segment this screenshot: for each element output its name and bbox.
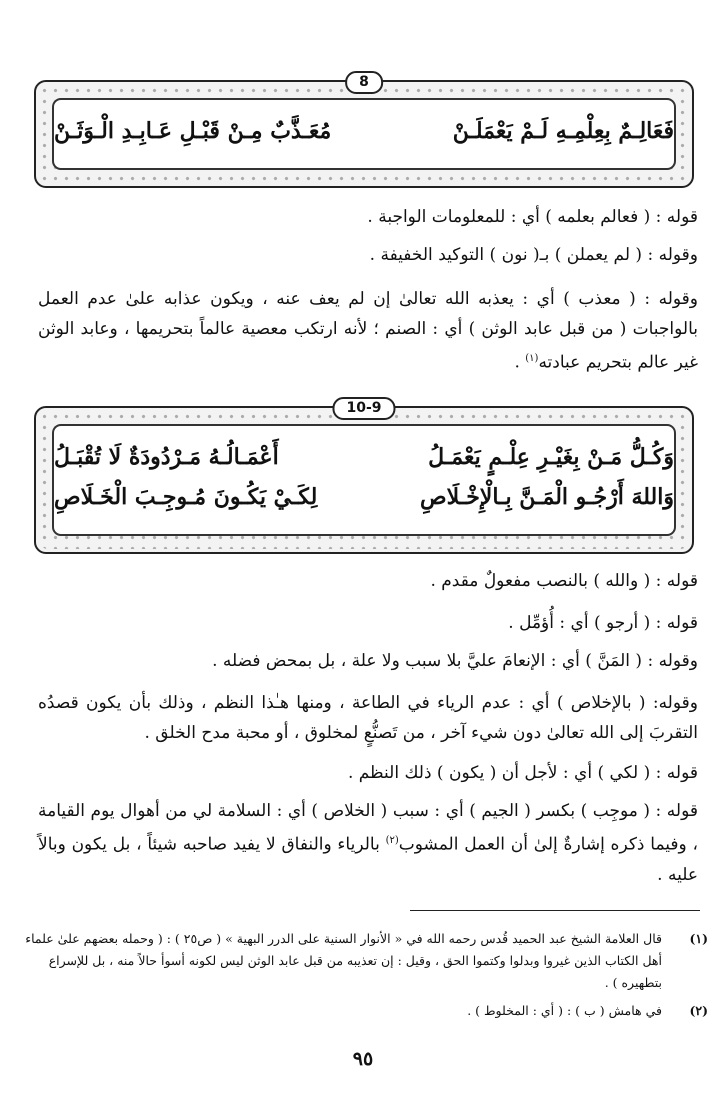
verse-frame-8: [34, 74, 694, 188]
verse-number-badge: 8: [345, 71, 383, 94]
verse-inner-box: [52, 424, 676, 536]
footnote-number: (٢): [689, 1003, 708, 1018]
hemistich-right: فَعَالِـمٌ بِعِلْمِـهِ لَـمْ يَعْمَلَـنْ: [452, 118, 674, 144]
verse-frame-9-10: [34, 400, 694, 554]
footnote-number: (١): [689, 931, 708, 946]
verse-line: [54, 444, 674, 470]
footnote-2: [20, 1000, 708, 1022]
commentary-paragraph: وقوله : ( معذب ) أي : يعذبه الله تعالىٰ إن لم يعف عنه ، ويكون عذابه علىٰ عدم العمل بالواجبات ( من قبل عابد الوثن ) أي : الصنم ؛ لأنه ارتكب معصية عالماً بتحريمها ، وعابد الوثن غير عالم بتحريم عبادته$^{(١)}$ .: [38, 289, 698, 373]
hemistich-left: أَعْمَـالُـهُ مَـرْدُودَةٌ لَا تُقْبَـلُ: [54, 444, 279, 470]
commentary-line: قوله : ( فعالم بعلمه ) أي : للمعلومات الواجبة .: [367, 207, 698, 227]
verse-line: [54, 484, 674, 510]
commentary-paragraph: وقوله: ( بالإخلاص ) أي : عدم الرياء في الطاعة ، ومنها هـٰذا النظم ، وذلك بأن يكون قصدُه التقربَ إلى الله تعالىٰ دون شيء آخر ، من تَصنُّعٍ لمخلوق ، أو محبة مدح الخلق .: [38, 693, 698, 743]
hemistich-right: وَكُـلُّ مَـنْ بِغَيْـرِ عِلْـمٍ يَعْمَـلُ: [428, 444, 674, 470]
commentary-line: وقوله : ( لم يعملن ) بـ( نون ) التوكيد الخفيفة .: [369, 245, 698, 265]
footnote-text: قال العلامة الشيخ عبد الحميد قُدس رحمه الله في « الأنوار السنية على الدرر البهية » ( ص٢٥ ) : ( وحمله بعضهم علىٰ علماء أهل الكتاب الذين غيروا وبدلوا وكتموا الحق ، وقيل : إن تعذيبه من قبل عابد الوثن ليس لكونه أسوأ حالاً منه ، بل للإسراع بتطهيره ) .: [25, 931, 662, 990]
footnote-separator: [410, 910, 700, 911]
verse-number-badge: 10-9: [332, 397, 395, 420]
footnote-ref: (٢): [385, 835, 399, 846]
page-number: ٩٥: [352, 1048, 374, 1070]
hemistich-right: وَاللهَ أَرْجُـو الْمَـنَّ بِـالْإِخْـلَاصِ: [420, 484, 674, 510]
commentary-paragraph: قوله : ( موجِب ) بكسر ( الجيم ) أي : سبب ( الخلاص ) أي : السلامة لي من أهوال يوم القيامة ، وفيما ذكره إشارةٌ إلىٰ أن العمل المشوب$^{(٢)}$ بالرياء والنفاق لا يفيد صاحبه شيئاً ، بل يكون وبالاً عليه .: [38, 801, 698, 885]
commentary-line: قوله : ( أرجو ) أي : أُؤمِّل .: [508, 613, 698, 633]
hemistich-left: مُعَـذَّبٌ مِـنْ قَبْـلِ عَـابِـدِ الْـوَثَـنْ: [54, 118, 332, 144]
commentary-line: قوله : ( والله ) بالنصب مفعولٌ مقدم .: [430, 571, 698, 591]
footnote-ref: (١): [525, 353, 539, 364]
hemistich-left: لِكَـيْ يَكُـونَ مُـوجِـبَ الْخَـلَاصِ: [54, 484, 318, 510]
footnote-1: [20, 928, 708, 994]
footnote-text: في هامش ( ب ) : ( أي : المخلوط ) .: [467, 1003, 662, 1018]
verse-line: [54, 118, 674, 144]
commentary-line: قوله : ( لكي ) أي : لأجل أن ( يكون ) ذلك النظم .: [347, 763, 698, 783]
commentary-line: وقوله : ( المَنَّ ) أي : الإنعامَ عليَّ بلا سبب ولا علة ، بل بمحض فضله .: [212, 651, 698, 671]
